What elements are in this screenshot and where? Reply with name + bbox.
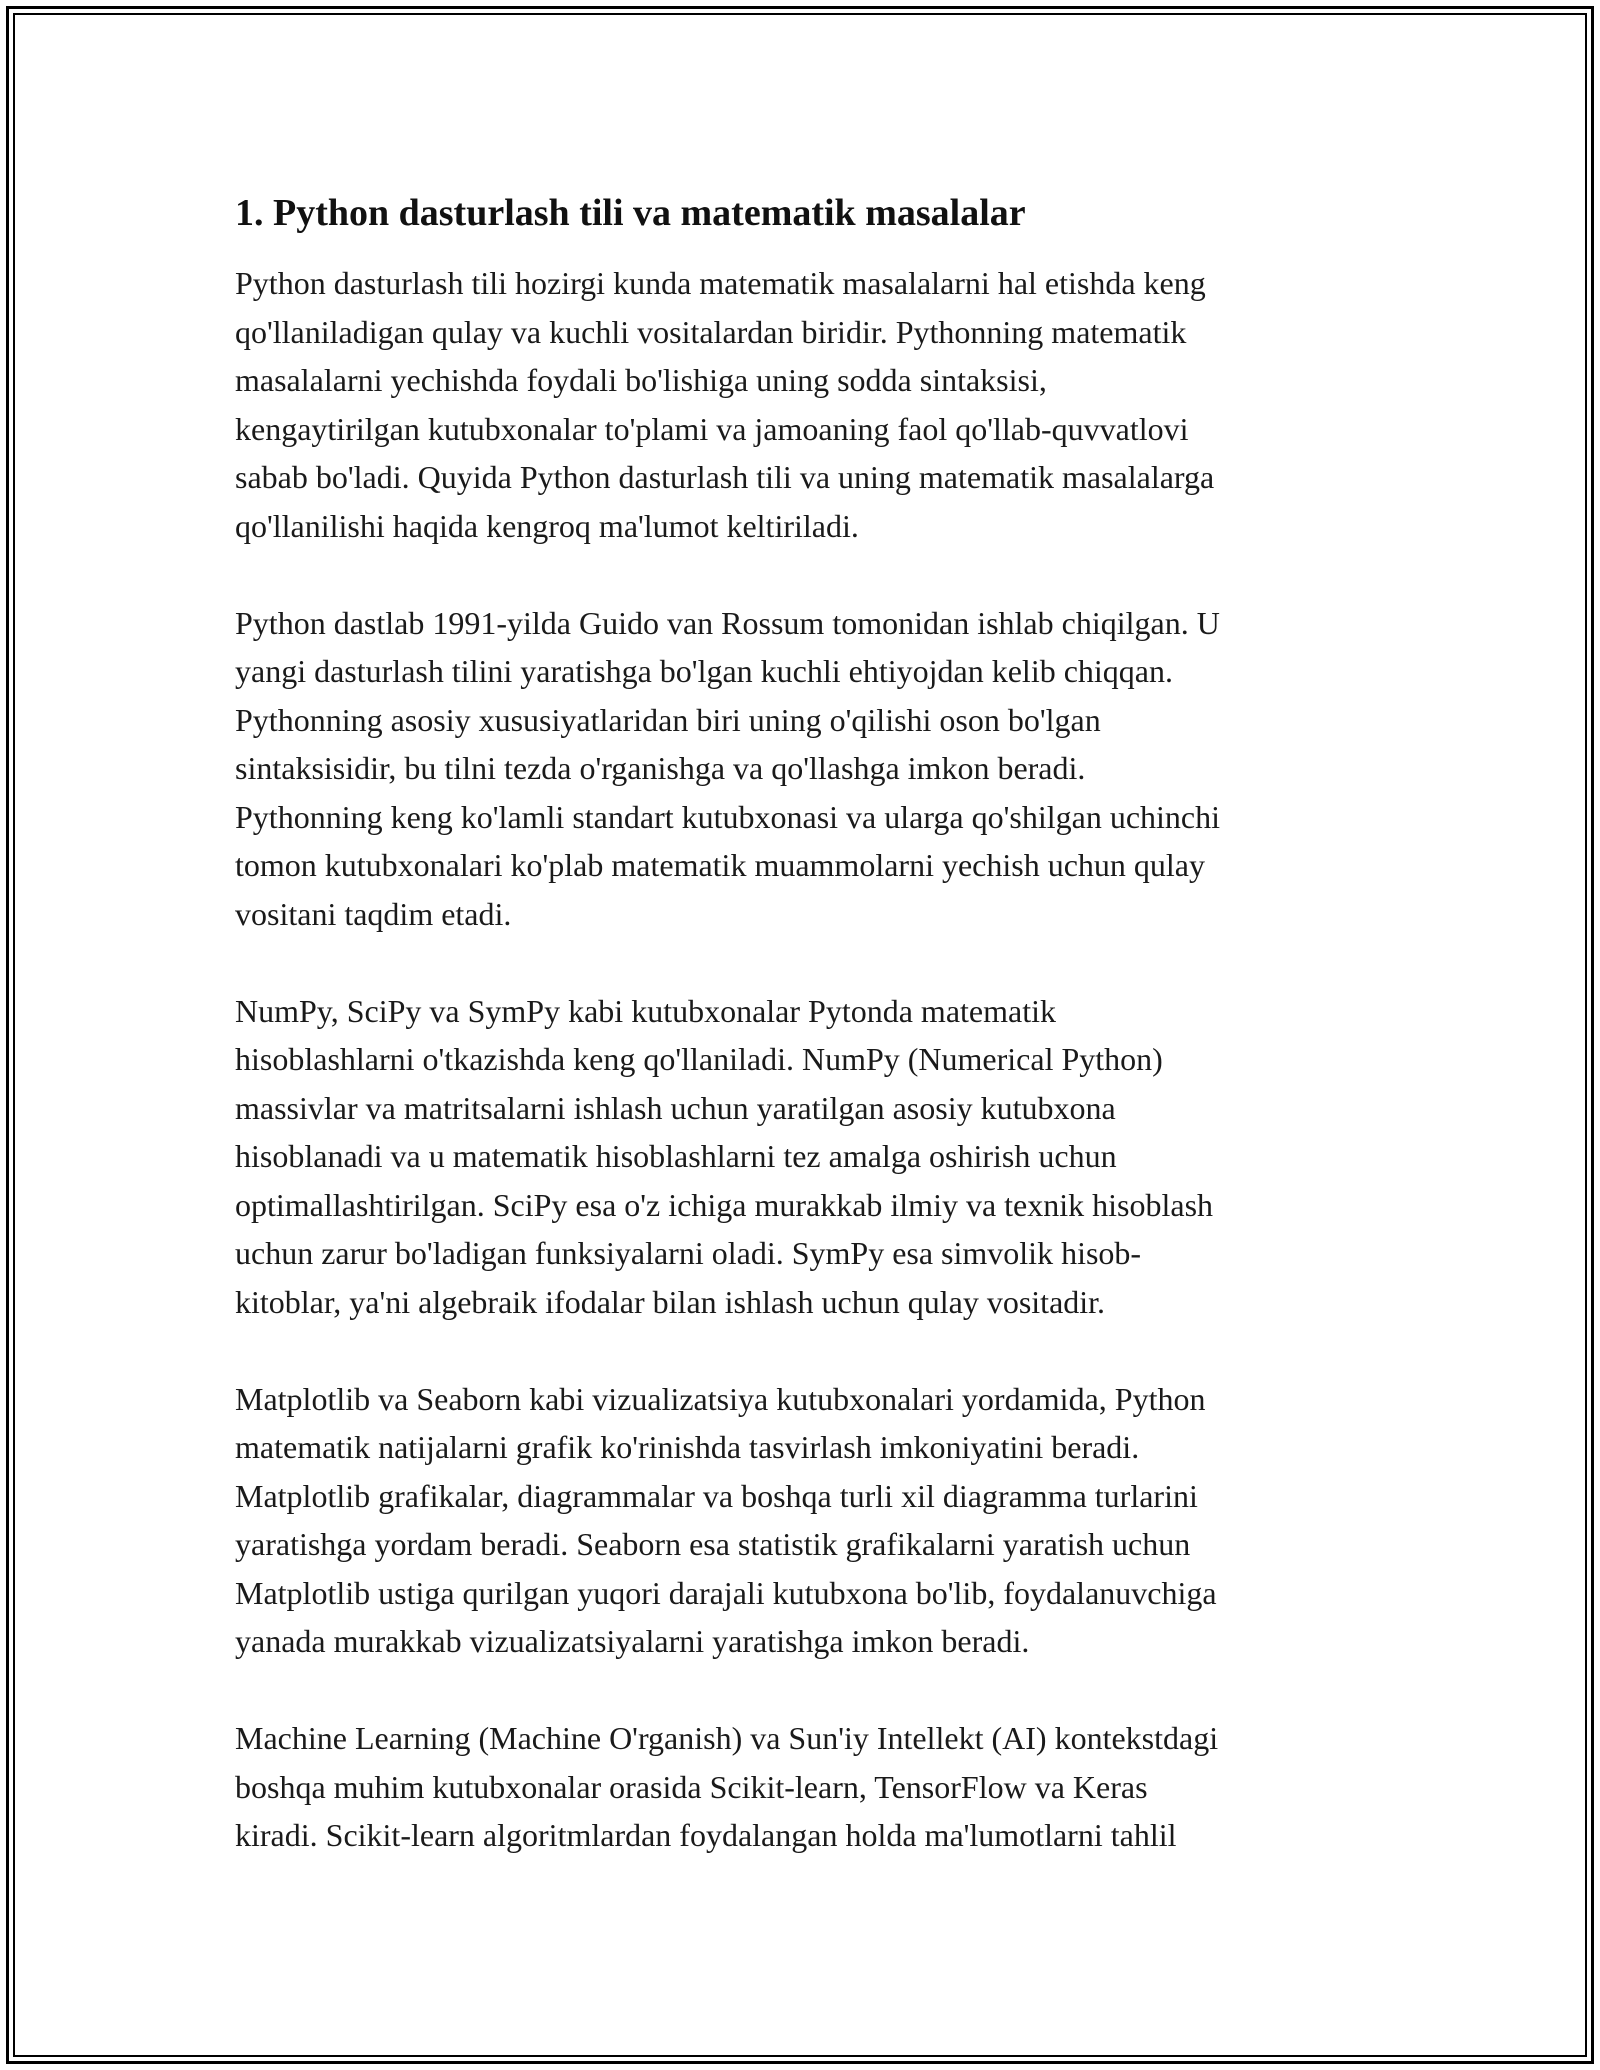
text-line: kengaytirilgan kutubxonalar to'plami va jamoaning faol qo'llab-quvvatlovi	[235, 410, 1189, 447]
text-line: optimallashtirilgan. SciPy esa o'z ichiga murakkab ilmiy va texnik hisoblash	[235, 1186, 1214, 1223]
paragraph	[235, 599, 1385, 939]
text-line: hisoblashlarni o'tkazishda keng qo'llaniladi. NumPy (Numerical Python)	[235, 1041, 1163, 1077]
paragraph	[235, 1714, 1385, 1860]
text-line: massivlar va matritsalarni ishlash uchun yaratilgan asosiy kutubxona	[235, 1089, 1116, 1126]
text-line: Python dasturlash tili hozirgi kunda matematik masalalarni hal etishda keng	[235, 265, 1206, 301]
text-line: qo'llanilishi haqida kengroq ma'lumot keltiriladi.	[235, 507, 859, 544]
text-line: tomon kutubxonalari ko'plab matematik muammolarni yechish uchun qulay	[235, 847, 1205, 883]
text-line: Pythonning keng ko'lamli standart kutubxonasi va ularga qo'shilgan uchinchi	[235, 798, 1221, 835]
paragraph	[235, 259, 1385, 550]
section-heading: 1. Python dasturlash tili va matematik masalalar	[235, 192, 1026, 234]
text-line: yanada murakkab vizualizatsiyalarni yaratishga imkon beradi.	[235, 1623, 1030, 1659]
text-line: qo'llaniladigan qulay va kuchli vositalardan biridir. Pythonning matematik	[235, 313, 1187, 350]
text-line: kitoblar, ya'ni algebraik ifodalar bilan ishlash uchun qulay vositadir.	[235, 1283, 1106, 1320]
text-line: Python dastlab 1991-yilda Guido van Rossum tomonidan ishlab chiqilgan. U	[235, 604, 1220, 641]
text-line: sintaksisidir, bu tilni tezda o'rganishga va qo'llashga imkon beradi.	[235, 750, 1086, 786]
text-line: NumPy, SciPy va SymPy kabi kutubxonalar Pytonda matematik	[235, 992, 1056, 1029]
text-line: Matplotlib grafikalar, diagrammalar va boshqa turli xil diagramma turlarini	[235, 1477, 1198, 1514]
document-body	[235, 185, 1385, 1908]
text-line: matematik natijalarni grafik ko'rinishda tasvirlash imkoniyatini beradi.	[235, 1429, 1140, 1465]
text-line: kiradi. Scikit-learn algoritmlardan foydalangan holda ma'lumotlarni tahlil	[235, 1817, 1177, 1853]
text-line: uchun zarur bo'ladigan funksiyalarni oladi. SymPy esa simvolik hisob-	[235, 1235, 1142, 1271]
text-line: sabab bo'ladi. Quyida Python dasturlash tili va uning matematik masalalarga	[235, 459, 1215, 495]
text-line: boshqa muhim kutubxonalar orasida Scikit-learn, TensorFlow va Keras	[235, 1768, 1148, 1805]
text-line: Pythonning asosiy xususiyatlaridan biri uning o'qilishi oson bo'lgan	[235, 701, 1101, 738]
text-line: Machine Learning (Machine O'rganish) va Sun'iy Intellekt (AI) kontekstdagi	[235, 1720, 1219, 1756]
text-line: yangi dasturlash tilini yaratishga bo'lgan kuchli ehtiyojdan kelib chiqqan.	[235, 653, 1173, 689]
paragraph	[235, 987, 1385, 1327]
text-line: vositani taqdim etadi.	[235, 895, 512, 932]
text-line: Matplotlib ustiga qurilgan yuqori darajali kutubxona bo'lib, foydalanuvchiga	[235, 1574, 1217, 1611]
text-line: masalalarni yechishda foydali bo'lishiga uning sodda sintaksisi,	[235, 362, 1047, 398]
text-line: yaratishga yordam beradi. Seaborn esa statistik grafikalarni yaratish uchun	[235, 1526, 1191, 1562]
text-line: Matplotlib va Seaborn kabi vizualizatsiya kutubxonalari yordamida, Python	[235, 1380, 1206, 1417]
paragraph	[235, 1375, 1385, 1666]
text-line: hisoblanadi va u matematik hisoblashlarni tez amalga oshirish uchun	[235, 1138, 1117, 1174]
